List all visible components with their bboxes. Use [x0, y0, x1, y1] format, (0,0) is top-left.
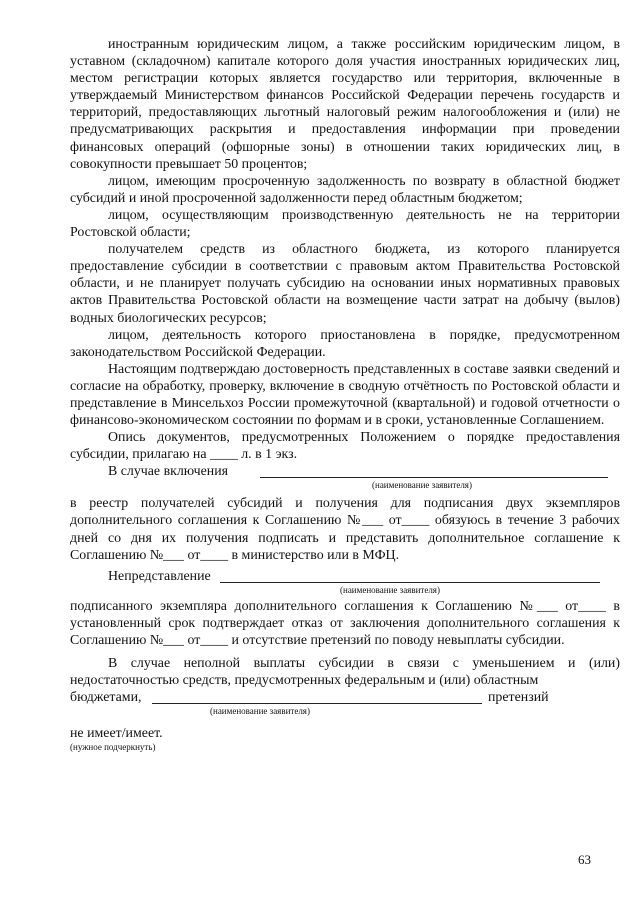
paragraph-confirmation: Настоящим подтверждаю достоверность представленных в составе заявки сведений и согласие на обработку, проверку, включение в сводную отчётность по Ростовской области и представление в Минсельхоз России промежуточной (квартальной) и годовой отчетности о финансово-экономическом состоянии по формам и в сроки, установленные Соглашением.	[70, 361, 620, 429]
nonsubmission-caption: (наименование заявителя)	[340, 584, 440, 595]
page-number: 63	[578, 852, 591, 867]
nonsubmission-fill-line	[70, 568, 620, 598]
paragraph-inventory: Опись документов, предусмотренных Положением о порядке предоставления субсидии, прилагаю на ____ л. в 1 экз.	[70, 430, 620, 463]
paragraph-nonsubmission-text: подписанного экземпляра дополнительного соглашения к Соглашению №___ от____ в установленный срок подтверждает отказ от заключения дополнительного соглашения к Соглашению №___ от____ и отсутствие претензий по поводу невыплаты субсидии.	[70, 598, 620, 648]
budgets-label: бюджетами,	[70, 690, 142, 706]
document-body	[70, 36, 620, 752]
underline-note: (нужное подчеркнуть)	[70, 742, 156, 753]
paragraph-suspended-activity: лицом, деятельность которого приостановлена в порядке, предусмотренном законодательством Российской Федерации.	[70, 327, 620, 360]
inclusion-fill-line	[70, 463, 620, 495]
inclusion-caption: (наименование заявителя)	[372, 480, 472, 491]
budgets-fill-line	[70, 689, 620, 723]
paragraph-budget-recipient: получателем средств из областного бюджета, из которого планируется предоставление субсидии в соответствии с правовым актом Правительства Ростовской области, и не планирует получать субсидию на основании иных нормативных правовых актов Правительства Ростовской области на возмещение части затрат на добычу (вылов) водных биологических ресурсов;	[70, 242, 620, 326]
nonsubmission-label: Непредставление	[108, 568, 211, 584]
budgets-applicant-field[interactable]	[152, 703, 482, 704]
paragraph-partial-payment: В случае неполной выплаты субсидии в связи с уменьшением и (или) недостаточностью средств, предусмотренных федеральным и (или) областным	[70, 656, 620, 689]
paragraph-outside-region: лицом, осуществляющим производственную деятельность не на территории Ростовской области;	[70, 207, 620, 241]
inclusion-applicant-field[interactable]	[260, 477, 608, 478]
inclusion-label: В случае включения	[108, 464, 229, 480]
paragraph-foreign-entity: иностранным юридическим лицом, а также российским юридическим лицом, в уставном (складочном) капитале которого доля участия иностранных юридических лиц, местом регистрации которых является государство или территория, включенные в утверждаемый Министерством финансов Российской Федерации перечень государств и территорий, предоставляющих льготный налоговый режим налогообложения и (или) не предусматривающих раскрытия и предоставления информации при проведении финансовых операций (офшорные зоны) в отношении таких юридических лиц, в совокупности превышает 50 процентов;	[70, 37, 620, 172]
paragraph-overdue-debt: лицом, имеющим просроченную задолженность по возврату в областной бюджет субсидий и иной просроченной задолженности перед областным бюджетом;	[70, 173, 620, 206]
has-not-text: не имеет/имеет.	[70, 726, 163, 742]
paragraph-inclusion-text: в реестр получателей субсидий и получения для подписания двух экземпляров дополнительного соглашения к Соглашению №___ от____ обязуюсь в течение 3 рабочих дней со дня их получения подписать и представить дополнительное соглашение к Соглашению №___ от____ в министерство или в МФЦ.	[70, 496, 620, 563]
claims-label: претензий	[488, 690, 549, 706]
budgets-caption: (наименование заявителя)	[210, 706, 310, 717]
nonsubmission-applicant-field[interactable]	[220, 582, 600, 583]
